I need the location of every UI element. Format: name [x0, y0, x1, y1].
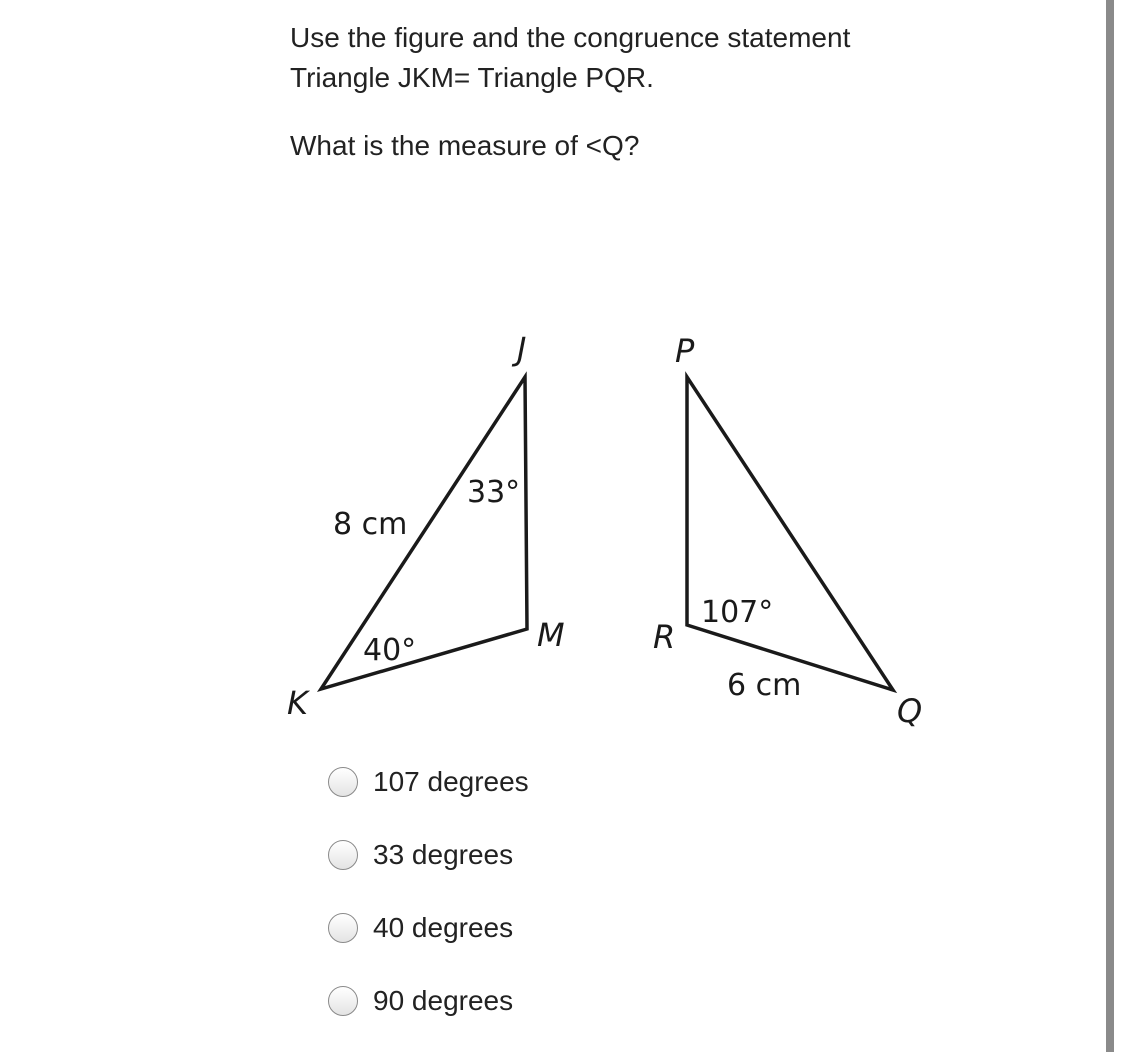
option-label: 40 degrees [373, 912, 514, 943]
radio-button[interactable] [328, 986, 358, 1016]
option-40-degrees[interactable] [328, 910, 529, 946]
vertex-label-k: K [287, 684, 308, 722]
option-90-degrees[interactable] [328, 983, 529, 1019]
angle-label-k: 40° [363, 633, 417, 668]
option-107-degrees[interactable] [328, 764, 529, 800]
scrollbar-thumb[interactable] [1106, 0, 1114, 1052]
question-prompt: What is the measure of <Q? [290, 130, 640, 161]
vertex-label-p: P [675, 332, 695, 370]
vertex-label-m: M [537, 616, 565, 654]
option-33-degrees[interactable] [328, 837, 529, 873]
answer-options [328, 764, 529, 1056]
question-line-2: Triangle JKM= Triangle PQR. [290, 62, 654, 93]
side-length-label-jk: 8 cm [333, 507, 408, 542]
vertex-label-r: R [653, 618, 676, 656]
question-line-1: Use the figure and the congruence statement [290, 22, 851, 53]
triangle-pqr [687, 377, 893, 690]
question-text [290, 18, 1050, 166]
angle-label-j: 33° [467, 475, 521, 510]
radio-button[interactable] [328, 913, 358, 943]
triangle-figure [270, 320, 923, 740]
side-length-label-rq: 6 cm [727, 668, 802, 703]
angle-label-r: 107° [701, 595, 774, 630]
option-label: 90 degrees [373, 985, 514, 1016]
radio-button[interactable] [328, 840, 358, 870]
radio-button[interactable] [328, 767, 358, 797]
option-label: 107 degrees [373, 766, 529, 797]
vertex-label-j: J [517, 330, 527, 368]
vertex-label-q: Q [897, 692, 923, 730]
option-label: 33 degrees [373, 839, 514, 870]
vertical-scrollbar[interactable] [1106, 0, 1122, 1052]
